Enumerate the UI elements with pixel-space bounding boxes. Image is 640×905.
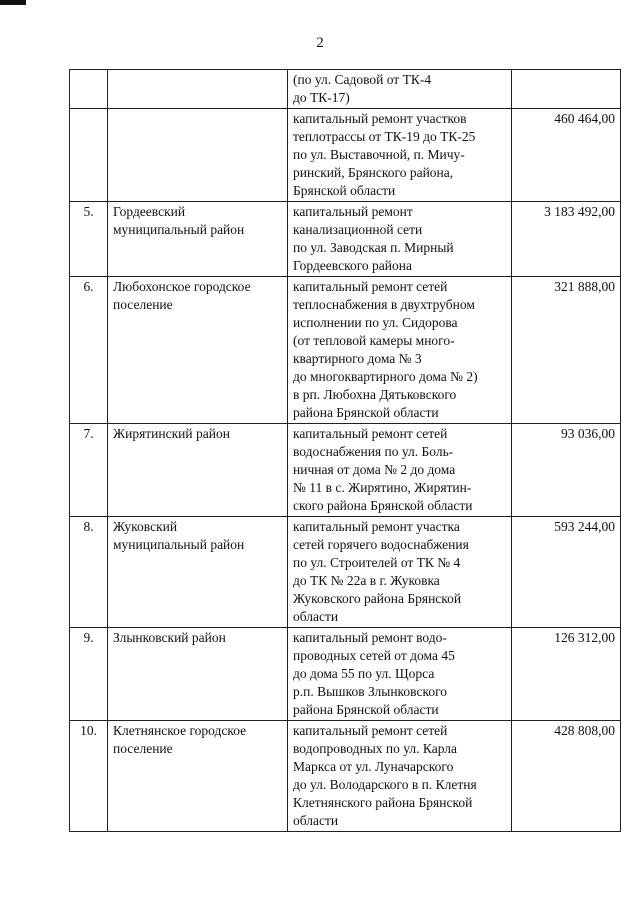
scan-corner-mark [0,0,26,5]
municipality-name: Клетнянское городское поселение [108,721,288,832]
row-number: 8. [70,517,108,628]
work-description: (по ул. Садовой от ТК-4 до ТК-17) [288,70,512,109]
page-number: 2 [316,35,324,51]
row-number: 6. [70,277,108,424]
table-row [70,517,621,628]
amount: 428 808,00 [512,721,621,832]
work-description: капитальный ремонт сетей водоснабжения по ул. Боль- ничная от дома № 2 до дома № 11 в с. Жирятино, Жирятин- ского района Брянской области [288,424,512,517]
municipality-name: Гордеевский муниципальный район [108,202,288,277]
work-description: капитальный ремонт водо- проводных сетей от дома 45 до дома 55 по ул. Щорса р.п. Вышков Злынковского района Брянской области [288,628,512,721]
table-row [70,424,621,517]
work-description: капитальный ремонт сетей теплоснабжения в двухтрубном исполнении по ул. Сидорова (от тепловой камеры много- квартирного дома № 3 до многоквартирного дома № 2) в рп. Любохна Дятьковского района Брянской области [288,277,512,424]
row-number: 10. [70,721,108,832]
table-row [70,628,621,721]
municipality-name: Жирятинский район [108,424,288,517]
table-row [70,70,621,109]
amount [512,70,621,109]
municipality-name: Жуковский муниципальный район [108,517,288,628]
work-description: капитальный ремонт канализационной сети по ул. Заводская п. Мирный Гордеевского района [288,202,512,277]
municipality-name: Любохонское городское поселение [108,277,288,424]
amount: 126 312,00 [512,628,621,721]
table-row [70,109,621,202]
municipality-name: Злынковский район [108,628,288,721]
table-row [70,721,621,832]
row-number: 9. [70,628,108,721]
table-row [70,277,621,424]
work-description: капитальный ремонт сетей водопроводных по ул. Карла Маркса от ул. Луначарского до ул. Володарского в п. Клетня Клетнянского района Брянской области [288,721,512,832]
municipality-name [108,70,288,109]
table-row [70,202,621,277]
row-number: 5. [70,202,108,277]
amount: 321 888,00 [512,277,621,424]
row-number: 7. [70,424,108,517]
amount: 460 464,00 [512,109,621,202]
work-description: капитальный ремонт участков теплотрассы от ТК-19 до ТК-25 по ул. Выставочной, п. Мичу- ринский, Брянского района, Брянской области [288,109,512,202]
municipality-name [108,109,288,202]
row-number [70,70,108,109]
amount: 93 036,00 [512,424,621,517]
works-table [69,69,621,832]
amount: 3 183 492,00 [512,202,621,277]
work-description: капитальный ремонт участка сетей горячего водоснабжения по ул. Строителей от ТК № 4 до ТК № 22а в г. Жуковка Жуковского района Брянской области [288,517,512,628]
amount: 593 244,00 [512,517,621,628]
row-number [70,109,108,202]
